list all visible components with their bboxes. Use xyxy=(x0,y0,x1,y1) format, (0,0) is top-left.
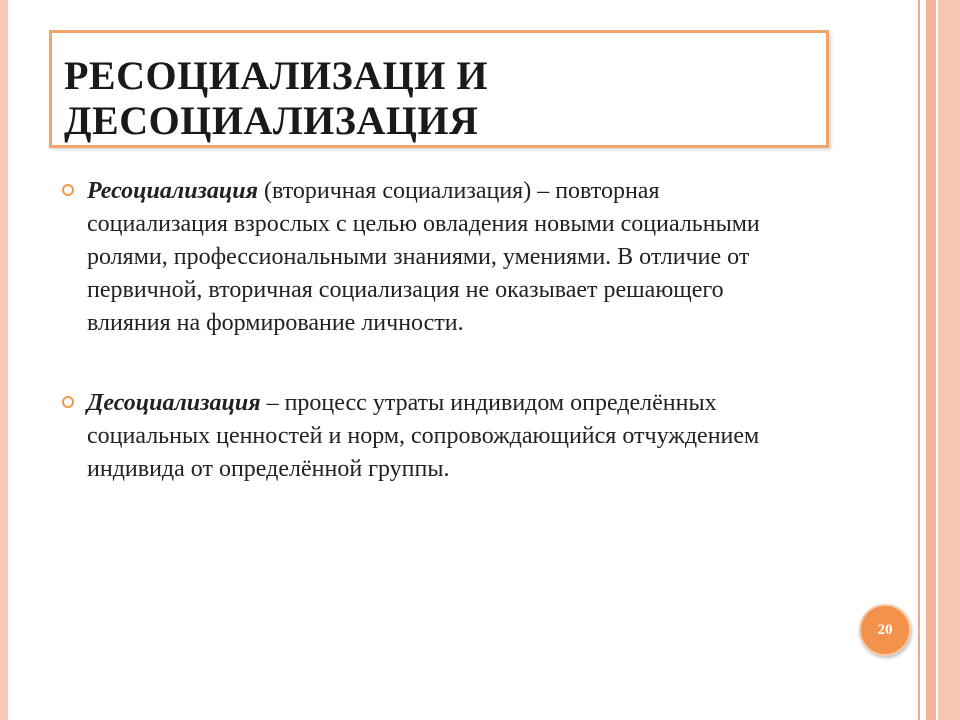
ring-bullet-icon xyxy=(62,396,74,408)
definition-desocialization: – процесс утраты индивидом определённых социальных ценностей и норм, сопровождающийся отчуждением индивида от определённой группы. xyxy=(87,390,760,482)
page-number: 20 xyxy=(877,621,893,638)
ring-bullet-icon xyxy=(62,184,74,196)
page-number-badge xyxy=(859,604,911,656)
left-decorative-border xyxy=(0,0,8,720)
definition-resocialization: (вторичная социализация) – повторная социализация взрослых с целью овладения новыми социальными ролями, профессиональными знаниями, умениями. В отличие от первичной, вторичная социализация не оказывает решающего влияния на формирование личности. xyxy=(87,178,760,336)
stripe xyxy=(938,0,960,720)
bullet-item-resocialization xyxy=(60,175,800,340)
slide-title: РЕСОЦИАЛИЗАЦИ И ДЕСОЦИАЛИЗАЦИЯ xyxy=(64,53,488,143)
title-box xyxy=(49,30,829,148)
right-decorative-stripes xyxy=(918,0,960,720)
slide-content xyxy=(60,175,800,486)
stripe xyxy=(926,0,936,720)
bullet-item-desocialization xyxy=(60,387,800,486)
term-desocialization: Десоциализация xyxy=(87,390,261,416)
term-resocialization: Ресоциализация xyxy=(87,178,258,204)
